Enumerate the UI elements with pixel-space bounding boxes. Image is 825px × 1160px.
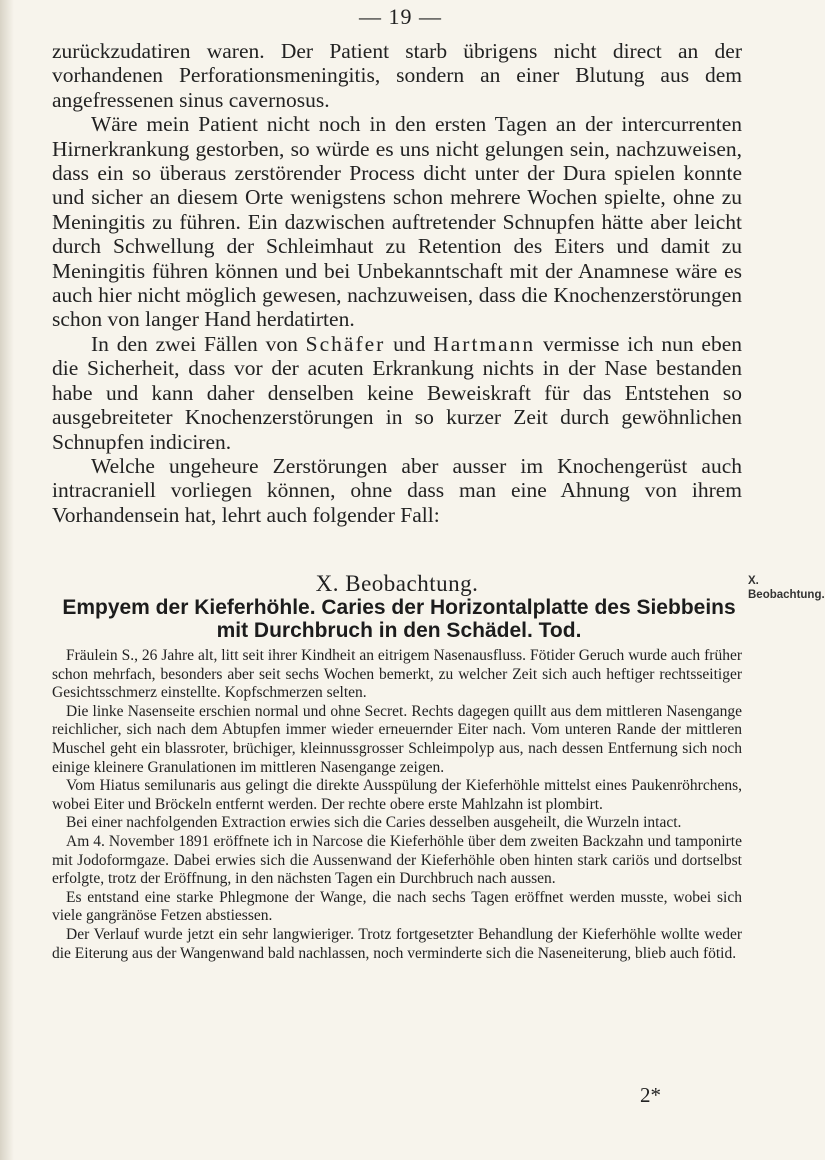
case-title: Empyem der Kieferhöhle. Caries der Horizontalplatte des Siebbeins mit Durchbruch in den Schädel. Tod. <box>62 596 736 642</box>
signature-mark: 2* <box>640 1083 661 1107</box>
author-name-hartmann: Hartmann <box>433 331 536 356</box>
case-paragraph-1: Fräulein S., 26 Jahre alt, litt seit ihrer Kindheit an eitrigem Nasenausfluss. Fötider Geruch wurde auch früher schon mehrfach, besonders aber seit sechs Wochen bemerkt, zu welcher Zeit sich auch heftiger rechtsseitiger Gesichtsschmerz einstellte. Kopfschmerzen selten. <box>52 647 742 702</box>
paragraph-3-text-b: und <box>385 331 434 356</box>
case-report <box>52 647 742 963</box>
page-edge-shadow <box>0 0 14 1160</box>
author-name-schaefer: Schäfer <box>305 331 386 356</box>
main-text <box>52 39 742 527</box>
case-paragraph-2: Die linke Nasenseite erschien normal und ohne Secret. Rechts dagegen quillt aus dem mittleren Nasengange reichlicher, sich nach dem Abtupfen immer wieder erneuernder Eiter nach. Vom unteren Rande der mittleren Muschel geht ein blassroter, brüchiger, kleinnussgrosser Schleimpolyp aus, nach dessen Entfernung sich noch einige kleinere Granulationen im mittleren Nasengange zeigen. <box>52 702 742 776</box>
paragraph-1: zurückzudatiren waren. Der Patient starb übrigens nicht direct an der vorhandenen Perforationsmeningitis, sondern an einer Blutung aus dem angefressenen sinus cavernosus. <box>52 39 742 112</box>
case-paragraph-7: Der Verlauf wurde jetzt ein sehr langwieriger. Trotz fortgesetzter Behandlung der Kieferhöhle wollte weder die Eiterung aus der Wangenwand bald nachlassen, noch verminderte sich die Naseneiterung, blieb auch fötid. <box>52 925 742 962</box>
paragraph-2: Wäre mein Patient nicht noch in den ersten Tagen an der intercurrenten Hirnerkrankung gestorben, so würde es uns nicht gelungen sein, nachzuweisen, dass ein so überaus zerstörender Process dicht unter der Dura spielen konnte und sicher an diesem Orte wenigstens schon mehrere Wochen spielte, ohne zu Meningitis zu führen. Ein dazwischen auftretender Schnupfen hätte aber leicht durch Schwellung der Schleimhaut zu Retention des Eiters und damit zu Meningitis führen können und bei Unbekanntschaft mit der Anamnese wäre es auch hier nicht möglich gewesen, nachzuweisen, dass die Knochenzerstörungen schon von langer Hand herdatirten. <box>52 112 742 332</box>
case-paragraph-4: Bei einer nachfolgenden Extraction erwies sich die Caries desselben ausgeheilt, die Wurzeln intact. <box>66 814 682 832</box>
paragraph-3-text-a: In den zwei Fällen von <box>91 331 306 356</box>
paragraph-3 <box>52 332 742 454</box>
case-paragraph-5: Am 4. November 1891 eröffnete ich in Narcose die Kieferhöhle über dem zweiten Backzahn und tamponirte mit Jodoformgaze. Dabei erwies sich die Aussenwand der Kieferhöhle oben hinten stark cariös und dortselbst erfolgte, trotz der Eröffnung, in den nächsten Tagen ein Durchbruch nach aussen. <box>52 832 742 888</box>
paragraph-3-text-c: vermisse ich nun eben die Sicherheit, dass vor der acuten Erkrankung nichts in der Nase bestanden habe und kann daher denselben keine Beweiskraft für das Entstehen so ausgebreiteter Knochenzerstörungen in so kurzer Zeit durch gewöhnlichen Schnupfen indiciren. <box>52 331 743 454</box>
margin-note: X. Beobachtung. <box>748 575 825 601</box>
paragraph-4: Welche ungeheure Zerstörungen aber ausser im Knochengerüst auch intracraniell vorliegen können, ohne dass man eine Ahnung von ihrem Vorhandensein hat, lehrt auch folgender Fall: <box>52 453 742 527</box>
observation-heading: X. Beobachtung. <box>315 571 479 596</box>
case-paragraph-6: Es entstand eine starke Phlegmone der Wange, die nach sechs Tagen eröffnet werden musste, wobei sich viele gangränöse Fetzen abstiessen. <box>52 888 742 925</box>
page-number: — 19 — <box>359 4 442 29</box>
case-paragraph-3: Vom Hiatus semilunaris aus gelingt die direkte Ausspülung der Kieferhöhle mittelst eines Paukenröhrchens, wobei Eiter und Bröckeln entfernt werden. Der rechte obere erste Mahlzahn ist plombirt. <box>52 777 742 813</box>
